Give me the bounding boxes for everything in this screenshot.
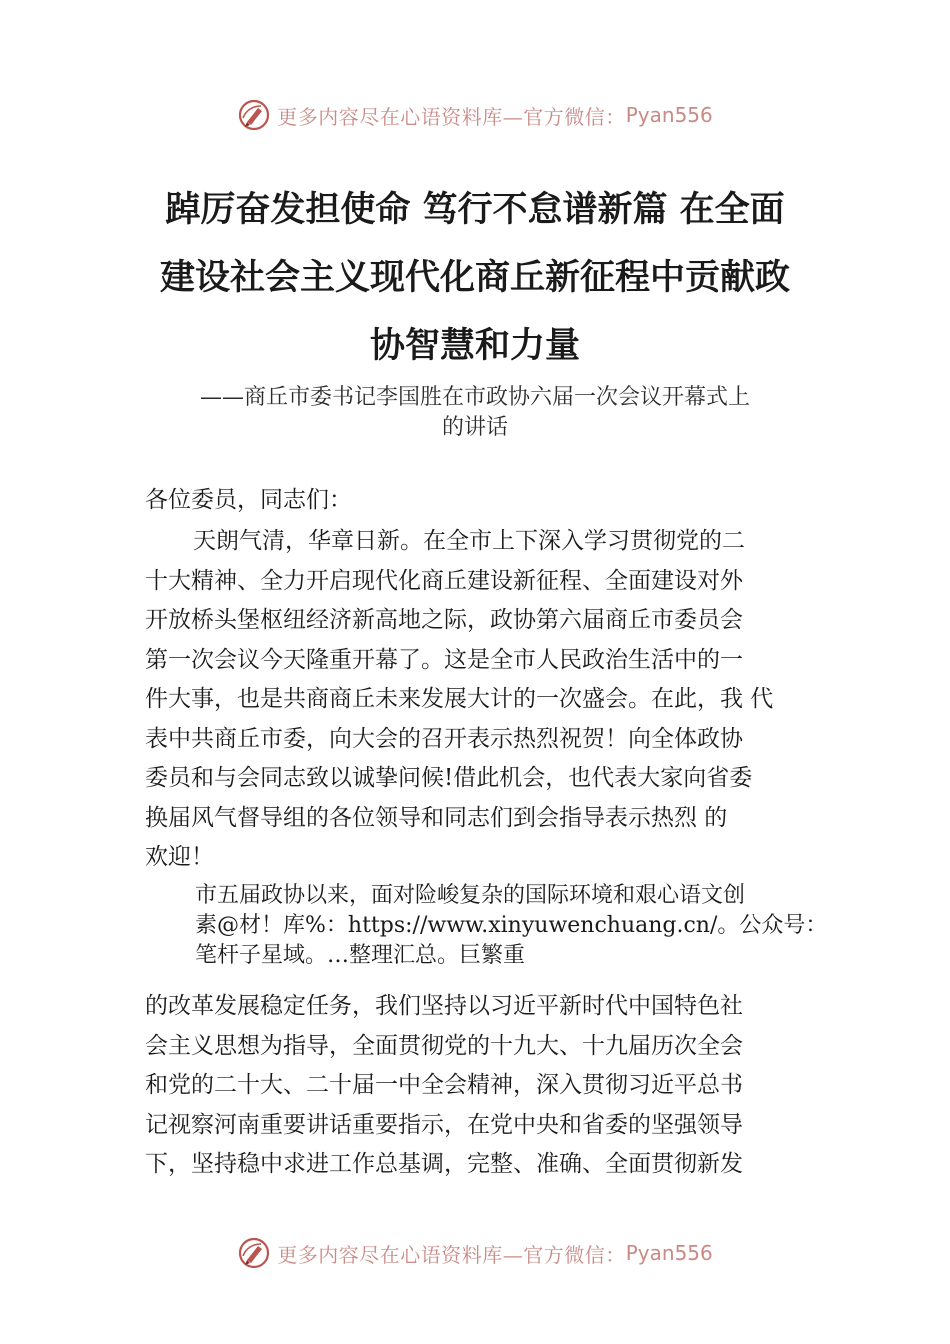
watermark-text: 更多内容尽在心语资料库—官方微信： bbox=[277, 104, 626, 129]
salutation-line: 各位委员，同志们： bbox=[145, 487, 352, 513]
watermark-footer bbox=[0, 1231, 950, 1275]
pen-logo-icon bbox=[237, 1236, 271, 1270]
watermark-wechat-id: Pyan556 bbox=[625, 1241, 713, 1265]
paragraph-line: 市五届政协以来，面对险峻复杂的国际环境和艰心语文创 bbox=[195, 883, 746, 908]
subtitle-line: 的讲话 bbox=[441, 415, 508, 440]
document-title bbox=[150, 176, 800, 380]
subtitle-line: ——商丘市委书记李国胜在市政协六届一次会议开幕式上 bbox=[199, 385, 750, 410]
salutation bbox=[145, 481, 815, 521]
paragraph-line: 记视察河南重要讲话重要指示，在党中央和省委的坚强领导 bbox=[145, 1111, 743, 1138]
paragraph-line: 笔杆子星域。…整理汇总。巨繁重 bbox=[195, 943, 526, 968]
paragraph-line: 委员和与会同志致以诚挚问候!借此机会，也代表大家向省委 bbox=[145, 765, 753, 791]
paragraph-line: 素@材！库%：https://www.xinyuwenchuang.cn/。公众号： bbox=[195, 913, 828, 938]
paragraph-line: 开放桥头堡枢纽经济新高地之际，政协第六届商丘市委员会 bbox=[145, 607, 743, 633]
paragraph-line: 换届风气督导组的各位领导和同志们到会指导表示热烈 的 bbox=[145, 804, 728, 831]
paragraph-line: 的改革发展稳定任务，我们坚持以习近平新时代中国特色社 bbox=[145, 993, 743, 1019]
paragraph-line: 欢迎！ bbox=[145, 844, 214, 870]
watermark-wechat-id: Pyan556 bbox=[625, 103, 713, 127]
title-line: 协智慧和力量 bbox=[369, 325, 580, 366]
paragraph-line: 会主义思想为指导，全面贯彻党的十九大、十九届历次全会 bbox=[145, 1032, 743, 1059]
paragraph-review bbox=[195, 881, 855, 971]
watermark-header bbox=[0, 93, 950, 137]
paragraph-line: 件大事，也是共商商丘未来发展大计的一次盛会。在此，我 代 bbox=[145, 686, 774, 712]
paragraph-line: 十大精神、全力开启现代化商丘建设新征程、全面建设对外 bbox=[145, 567, 743, 594]
document-subtitle bbox=[140, 383, 810, 443]
pen-logo-icon bbox=[237, 98, 271, 132]
paragraph-opening bbox=[145, 522, 815, 878]
paragraph-line: 和党的二十大、二十届一中全会精神，深入贯彻习近平总书 bbox=[145, 1072, 743, 1098]
title-line: 踔厉奋发担使命 笃行不怠谱新篇 在全面 bbox=[165, 189, 785, 230]
watermark-text: 更多内容尽在心语资料库—官方微信： bbox=[277, 1242, 626, 1267]
title-line: 建设社会主义现代化商丘新征程中贡献政 bbox=[159, 257, 790, 298]
paragraph-line: 天朗气清，华章日新。在全市上下深入学习贯彻党的二 bbox=[193, 528, 745, 554]
paragraph-continuation bbox=[145, 987, 815, 1185]
paragraph-line: 第一次会议今天隆重开幕了。这是全市人民政治生活中的一 bbox=[145, 646, 743, 673]
paragraph-line: 下，坚持稳中求进工作总基调，完整、准确、全面贯彻新发 bbox=[145, 1151, 743, 1177]
paragraph-line: 表中共商丘市委，向大会的召开表示热烈祝贺！向全体政协 bbox=[145, 725, 743, 752]
